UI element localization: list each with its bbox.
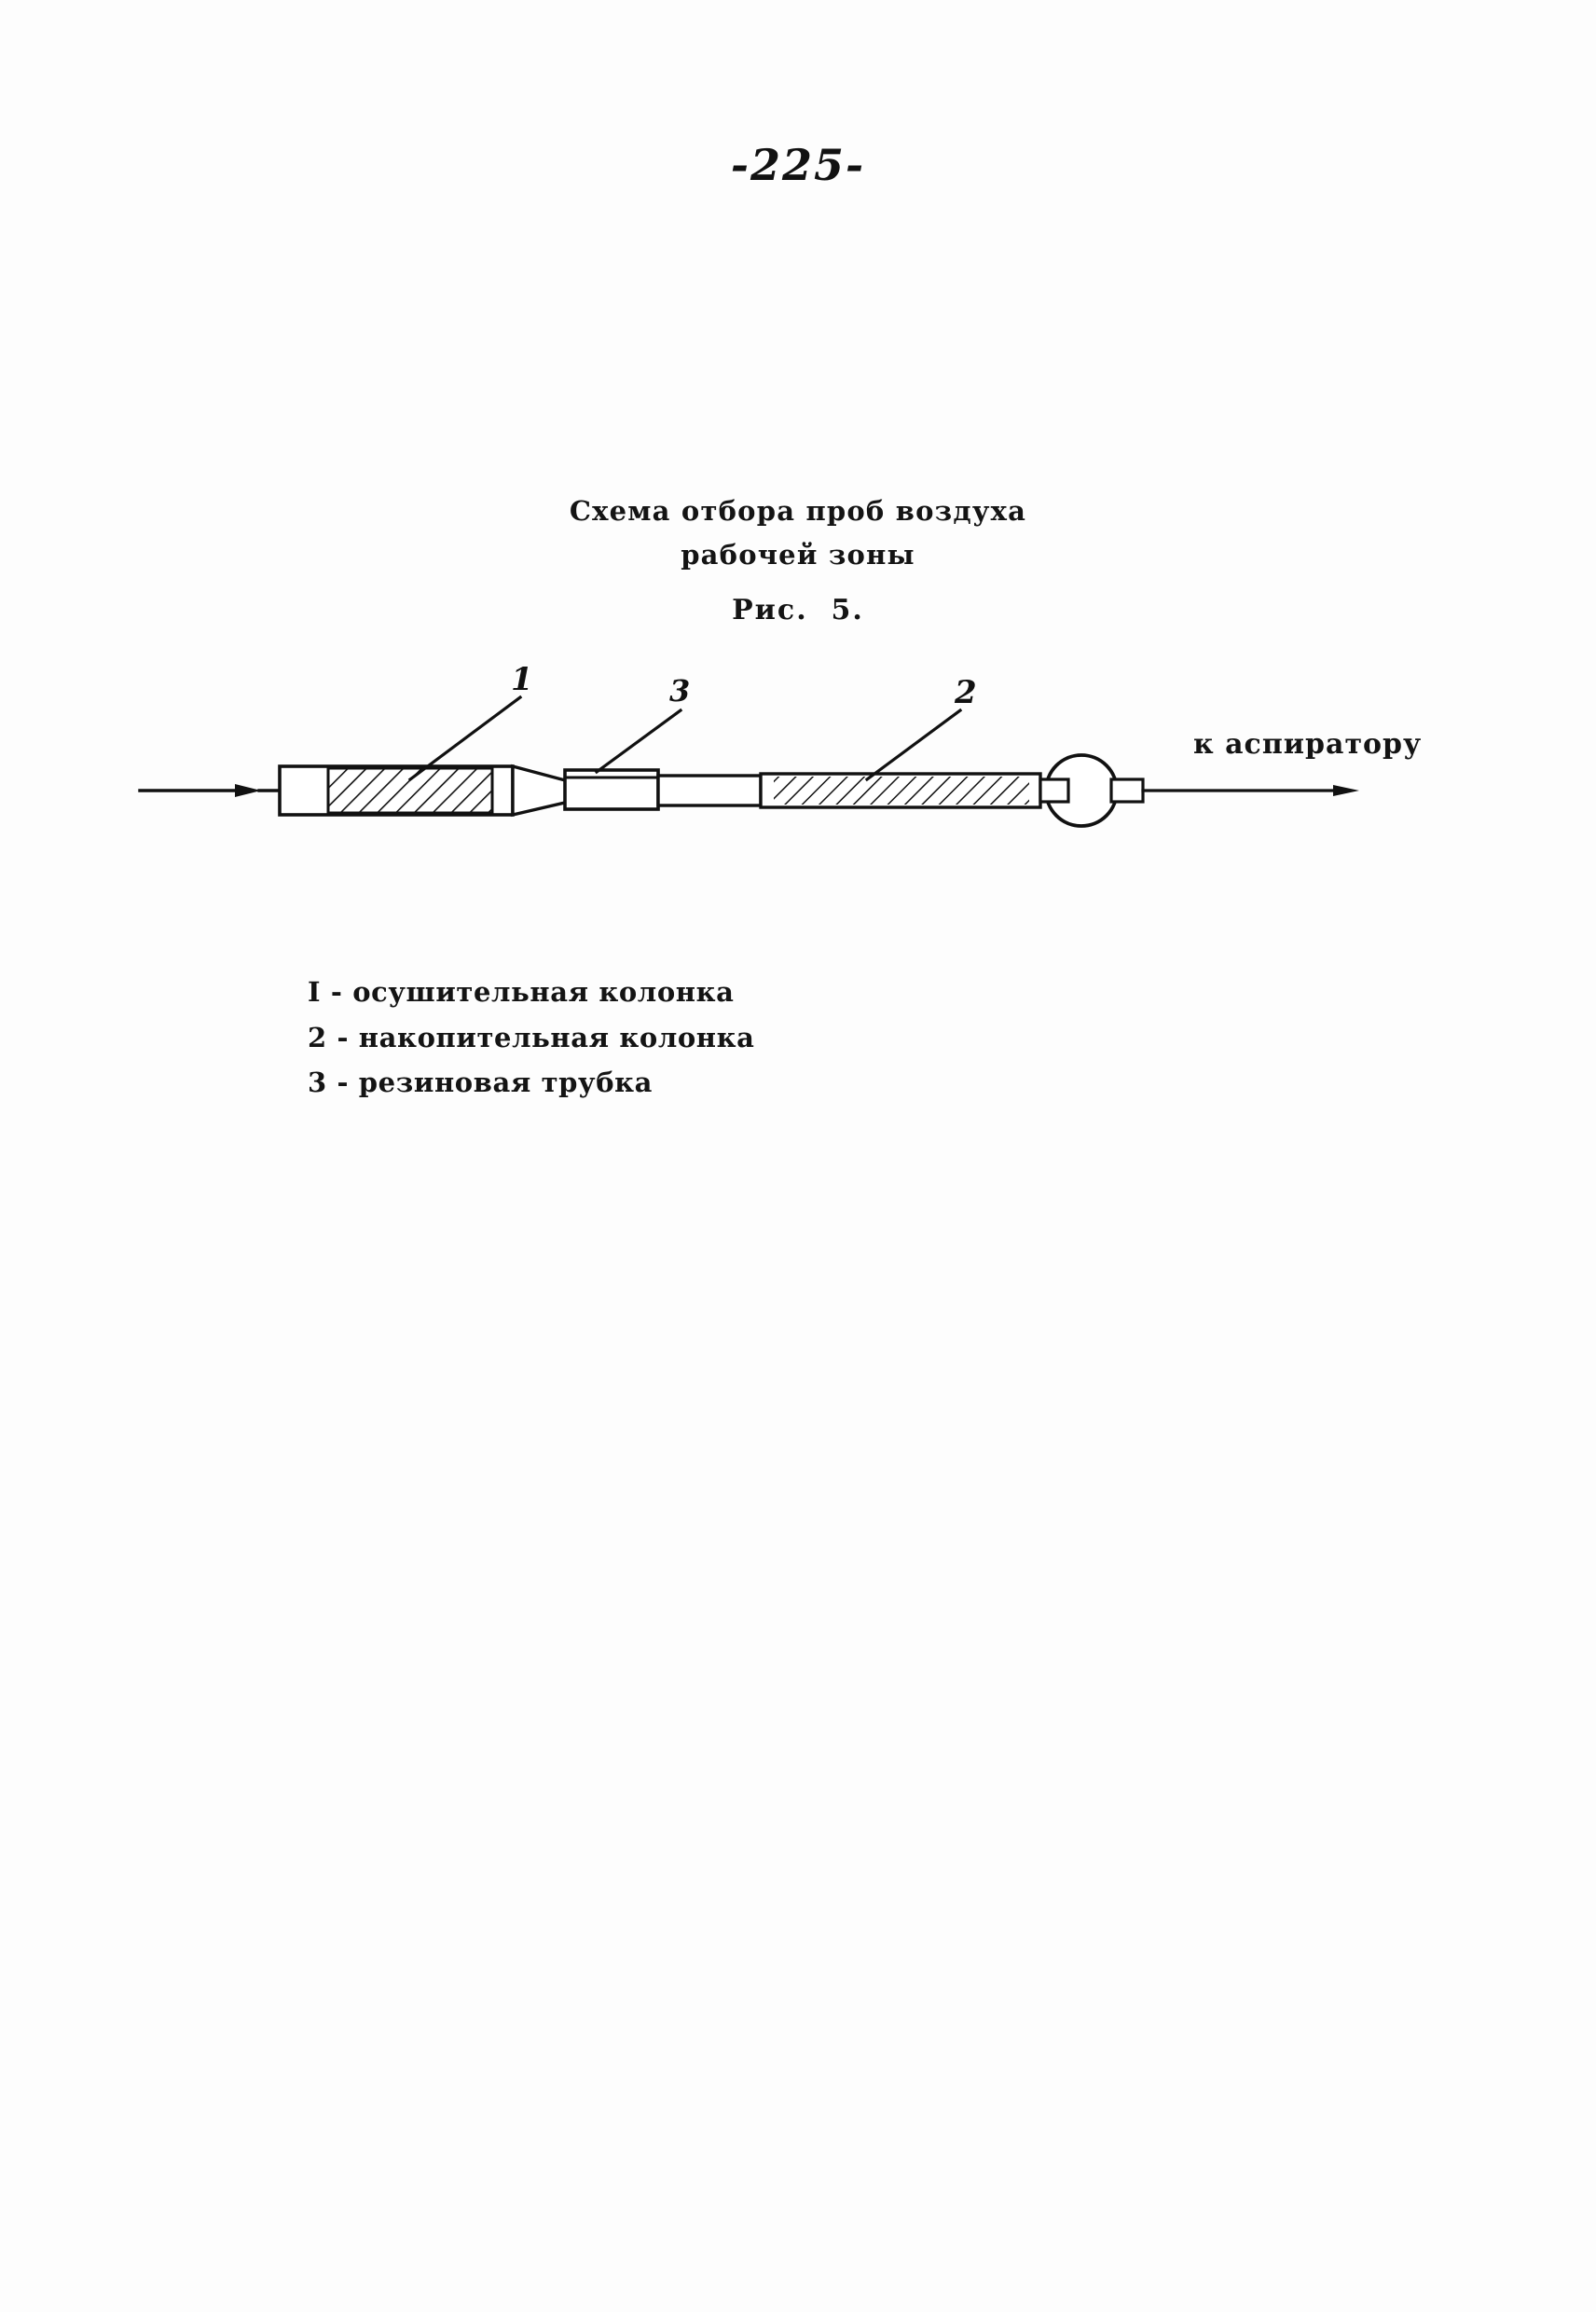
bulb [1040, 755, 1143, 826]
drying-column-body [280, 766, 513, 815]
inlet-flow-line [140, 784, 280, 797]
callout-label-2: 2 [955, 674, 977, 711]
page-number: -225- [730, 140, 866, 190]
figure-caption-block [0, 489, 1596, 634]
figure-number-label: Рис. 5. [732, 593, 864, 626]
figure-legend [308, 970, 1147, 1106]
callout-label-3: 3 [669, 673, 691, 709]
accumulating-column [761, 774, 1040, 807]
callout-leader-2 [867, 710, 960, 779]
list-item: I - осушительная колонка [308, 976, 735, 1008]
column-taper [513, 766, 569, 815]
rubber-tube [565, 770, 658, 809]
callout-leader-3 [597, 710, 681, 772]
callout-label-1: 1 [511, 661, 533, 698]
list-item: 2 - накопительная колонка [308, 1021, 755, 1053]
outlet-label: к аспиратору [1193, 728, 1423, 761]
figure-caption-line-1: Схема отбора проб воздуха [569, 495, 1027, 527]
figure-caption-line-2: рабочей зоны [681, 538, 915, 571]
connector-glass [658, 776, 761, 805]
list-item: 3 - резиновая трубка [308, 1067, 654, 1099]
outlet-flow-line [1143, 785, 1359, 796]
